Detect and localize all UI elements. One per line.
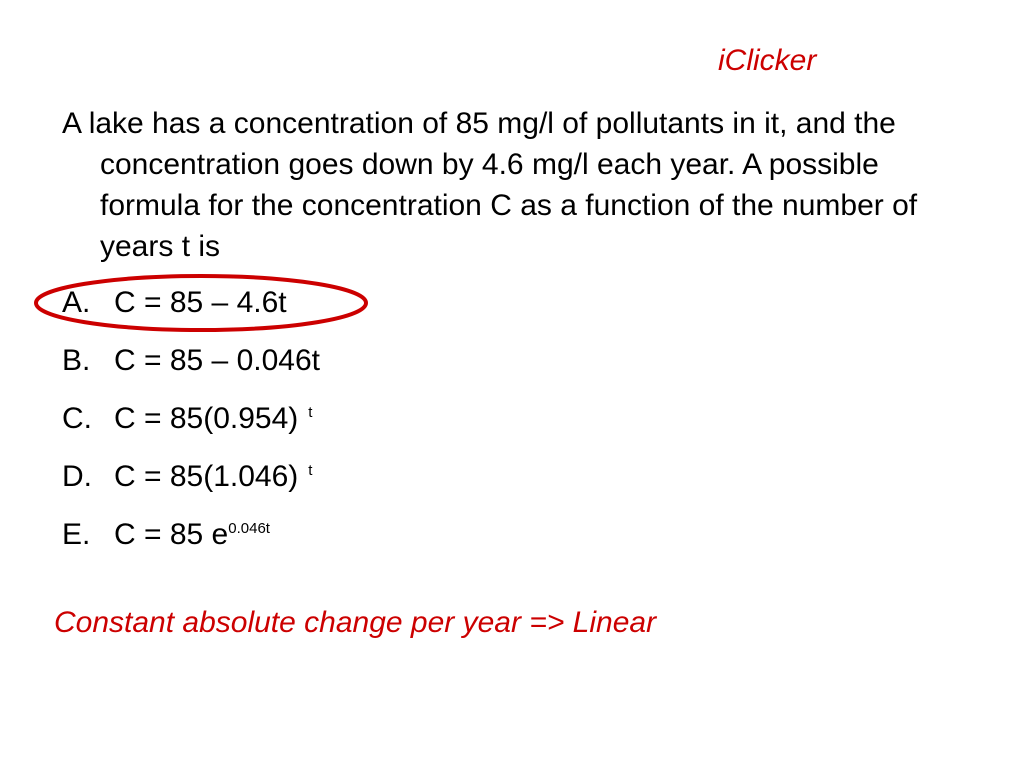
choice-letter: B. [62, 344, 91, 377]
choice-formula: C = 85 e [114, 518, 229, 551]
choice-letter: E. [62, 518, 91, 551]
choice-a[interactable] [62, 283, 287, 323]
iclicker-label: iClicker [718, 44, 817, 77]
choice-formula: C = 85 – 0.046t [114, 344, 320, 377]
choice-d[interactable] [62, 457, 312, 497]
choice-letter: C. [62, 402, 92, 435]
choice-exponent: t [308, 462, 313, 479]
choice-c[interactable] [62, 399, 312, 439]
choice-b[interactable] [62, 341, 320, 381]
question-text: A lake has a concentration of 85 mg/l of pollutants in it, and the concentration goes down by 4.6 mg/l each year. A possible formula for the concentration C as a function of the number of years t is [62, 107, 918, 263]
choice-exponent: 0.046t [228, 520, 270, 537]
conclusion-text: Constant absolute change per year => Linear [54, 606, 657, 639]
choice-e[interactable] [62, 515, 270, 555]
choice-formula: C = 85(0.954) [114, 402, 299, 435]
choice-letter: D. [62, 460, 92, 493]
choice-exponent: t [308, 404, 313, 421]
choice-formula: C = 85(1.046) [114, 460, 299, 493]
choice-letter: A. [62, 286, 91, 319]
choice-formula: C = 85 – 4.6t [114, 286, 287, 319]
